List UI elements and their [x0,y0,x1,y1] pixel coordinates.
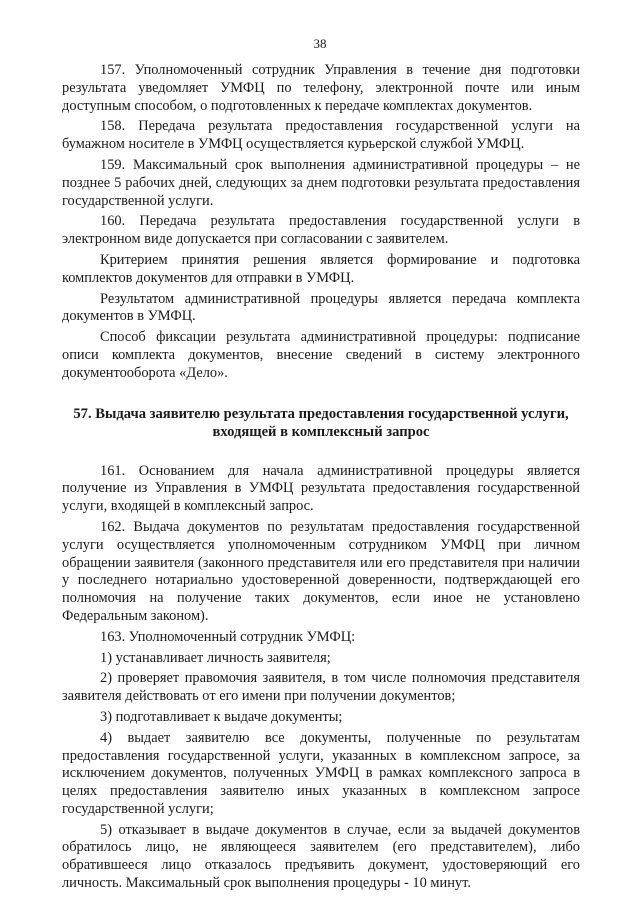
list-item-1: 1) устанавливает личность заявителя; [100,649,331,666]
paragraph-163: 163. Уполномоченный сотрудник УМФЦ: [100,628,356,645]
paragraph-fixation-method: Способ фиксации результата административной процедуры: подписание описи комплекта документов, внесение сведений в систему электронного документооборота «Дело». [62,329,580,381]
page-number: 38 [313,36,327,51]
paragraph-procedure-result: Результатом административной процедуры является передача комплекта документов в УМФЦ. [62,290,580,325]
paragraph-158: 158. Передача результата предоставления государственной услуги на бумажном носителе в УМФЦ осуществляется курьерской службой УМФЦ. [62,118,580,153]
list-item-4: 4) выдает заявителю все документы, полученные по результатам предоставления государственной услуги, указанных в комплексном запросе, за исключением документов, полученных УМФЦ в рамках комплексного запроса в целях предоставления заявителю иных указанных в комплексном запросе государственной услуги; [62,729,580,817]
list-item-2: 2) проверяет правомочия заявителя, в том числе полномочия представителя заявителя действовать от его имени при получении документов; [62,670,580,705]
section-heading: 57. Выдача заявителю результата предоставления государственной услуги, входящей в комплексный запрос [73,405,569,440]
paragraph-159: 159. Максимальный срок выполнения административной процедуры – не позднее 5 рабочих дней, следующих за днем подготовки результата предоставления государственной услуги. [62,156,580,209]
paragraph-161: 161. Основанием для начала административной процедуры является получение из Управления в УМФЦ результата предоставления государственной услуги, входящей в комплексный запрос. [62,462,580,515]
paragraph-162: 162. Выдача документов по результатам предоставления государственной услуги осуществляется уполномоченным сотрудником УМФЦ при личном обращении заявителя (законного представителя или его представителя при наличии у последнего нотариально удостоверенной доверенности, подтверждающей его полномочия на получение таких документов, если иное не установлено Федеральным законом). [62,518,580,624]
document-body [62,62,580,893]
paragraph-160: 160. Передача результата предоставления государственной услуги в электронном виде допускается при согласовании с заявителем. [62,213,580,248]
list-item-3: 3) подготавливает к выдаче документы; [100,708,343,725]
paragraph-decision-criterion: Критерием принятия решения является формирование и подготовка комплектов документов для отправки в УМФЦ. [62,251,580,286]
paragraph-157: 157. Уполномоченный сотрудник Управления в течение дня подготовки результата уведомляет УМФЦ по телефону, электронной почте или иным доступным способом, о подготовленных к передаче комплектах документов. [62,62,580,114]
list-item-5: 5) отказывает в выдаче документов в случае, если за выдачей документов обратилось лицо, не являющееся заявителем (его представителем), либо обратившееся лицо отказалось предъявить документ, удостоверяющий его личность. Максимальный срок выполнения процедуры - 10 минут. [62,821,580,892]
